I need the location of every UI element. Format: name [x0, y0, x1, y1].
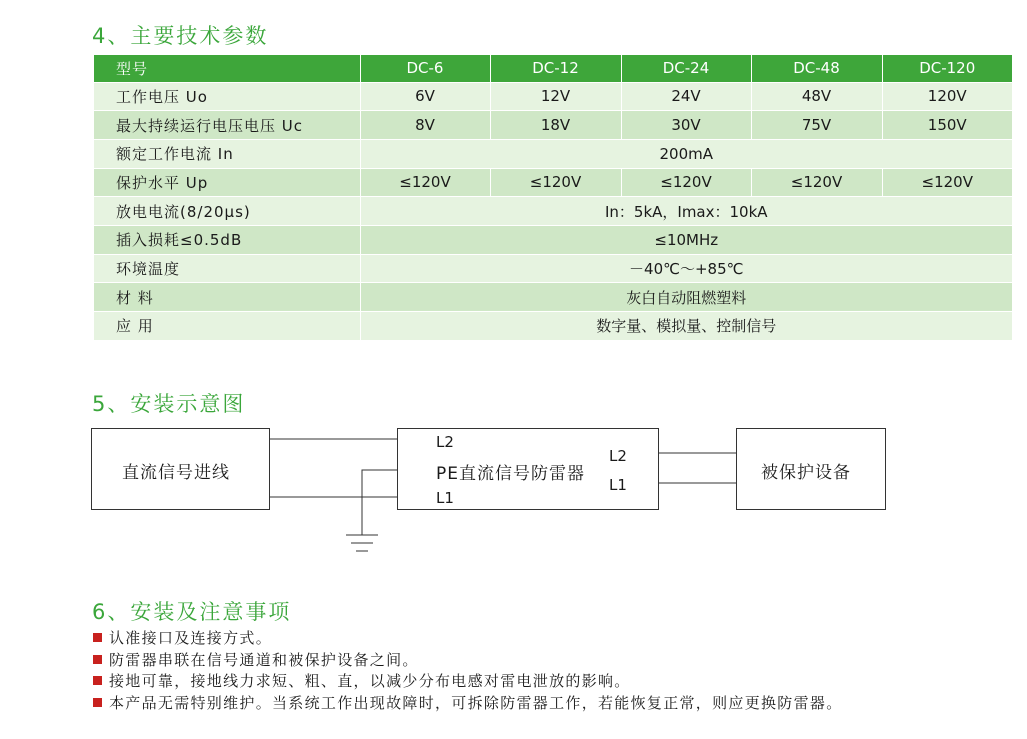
note-text: 本产品无需特别维护。当系统工作出现故障时，可拆除防雷器工作，若能恢复正常，则应更换防雷器。 [109, 693, 843, 712]
spec-row-value: 8V [360, 111, 490, 140]
spec-row-value: －40℃～+85℃ [360, 254, 1012, 283]
spec-row-label: 放电电流(8/20μs) [94, 197, 360, 226]
note-item [93, 649, 843, 671]
note-item [93, 627, 843, 649]
spec-row [94, 139, 1012, 168]
note-text: 认准接口及连接方式。 [109, 629, 273, 648]
spec-row [94, 283, 1012, 312]
spec-header-model: DC-120 [882, 55, 1012, 82]
spec-row-value: 灰白自动阻燃塑料 [360, 283, 1012, 312]
protector-left-l1: L1 [436, 489, 454, 507]
spec-header-row [94, 55, 1012, 82]
square-bullet-icon [93, 655, 102, 664]
spec-row-value: 24V [621, 82, 751, 111]
spec-row-label: 保护水平 Up [94, 168, 360, 197]
spec-row-value: ≤120V [882, 168, 1012, 197]
spec-table-body [94, 55, 1012, 340]
spec-row-label: 额定工作电流 In [94, 139, 360, 168]
note-text: 防雷器串联在信号通道和被保护设备之间。 [109, 650, 419, 669]
spec-row-value: 150V [882, 111, 1012, 140]
spec-row [94, 168, 1012, 197]
spec-row-value: 200mA [360, 139, 1012, 168]
protector-left-l2: L2 [436, 433, 454, 451]
wire-pe [362, 470, 397, 535]
spec-row [94, 111, 1012, 140]
protector-box-label: PE直流信号防雷器 [436, 464, 585, 484]
spec-row-value: 75V [751, 111, 882, 140]
spec-row-value: 数字量、模拟量、控制信号 [360, 312, 1012, 341]
input-box-label: 直流信号进线 [122, 463, 230, 483]
section-6-title: 6、安装及注意事项 [92, 600, 292, 624]
section-4-title: 4、主要技术参数 [92, 24, 269, 48]
spec-row-value: 30V [621, 111, 751, 140]
spec-row-label: 应 用 [94, 312, 360, 341]
spec-row-value: ≤120V [621, 168, 751, 197]
spec-row-value: ≤10MHz [360, 225, 1012, 254]
spec-row-label: 插入损耗≤0.5dB [94, 225, 360, 254]
note-text: 接地可靠，接地线力求短、粗、直，以减少分布电感对雷电泄放的影响。 [109, 672, 631, 691]
spec-row [94, 254, 1012, 283]
spec-row-value: 6V [360, 82, 490, 111]
spec-row-value: In：5kA，Imax：10kA [360, 197, 1012, 226]
spec-row-value: 12V [490, 82, 621, 111]
spec-header-model: DC-12 [490, 55, 621, 82]
spec-row-value: 120V [882, 82, 1012, 111]
spec-row-label: 工作电压 Uo [94, 82, 360, 111]
note-item [93, 692, 843, 714]
note-item [93, 670, 843, 692]
spec-header-label: 型号 [94, 55, 360, 82]
spec-row-value: ≤120V [360, 168, 490, 197]
spec-row-value: 18V [490, 111, 621, 140]
spec-row-value: ≤120V [751, 168, 882, 197]
spec-row [94, 82, 1012, 111]
spec-header-model: DC-6 [360, 55, 490, 82]
spec-header-model: DC-24 [621, 55, 751, 82]
spec-row-label: 环境温度 [94, 254, 360, 283]
section-5-title: 5、安装示意图 [92, 392, 246, 416]
spec-table [94, 55, 1012, 341]
square-bullet-icon [93, 633, 102, 642]
spec-header-model: DC-48 [751, 55, 882, 82]
protector-right-l1: L1 [609, 476, 627, 494]
spec-row-value: 48V [751, 82, 882, 111]
spec-row [94, 225, 1012, 254]
device-box-label: 被保护设备 [761, 463, 851, 483]
protector-right-l2: L2 [609, 447, 627, 465]
spec-row-value: ≤120V [490, 168, 621, 197]
square-bullet-icon [93, 698, 102, 707]
square-bullet-icon [93, 676, 102, 685]
spec-row [94, 197, 1012, 226]
notes-list [93, 627, 843, 713]
spec-row-label: 最大持续运行电压电压 Uc [94, 111, 360, 140]
spec-row-label: 材 料 [94, 283, 360, 312]
spec-row [94, 312, 1012, 341]
